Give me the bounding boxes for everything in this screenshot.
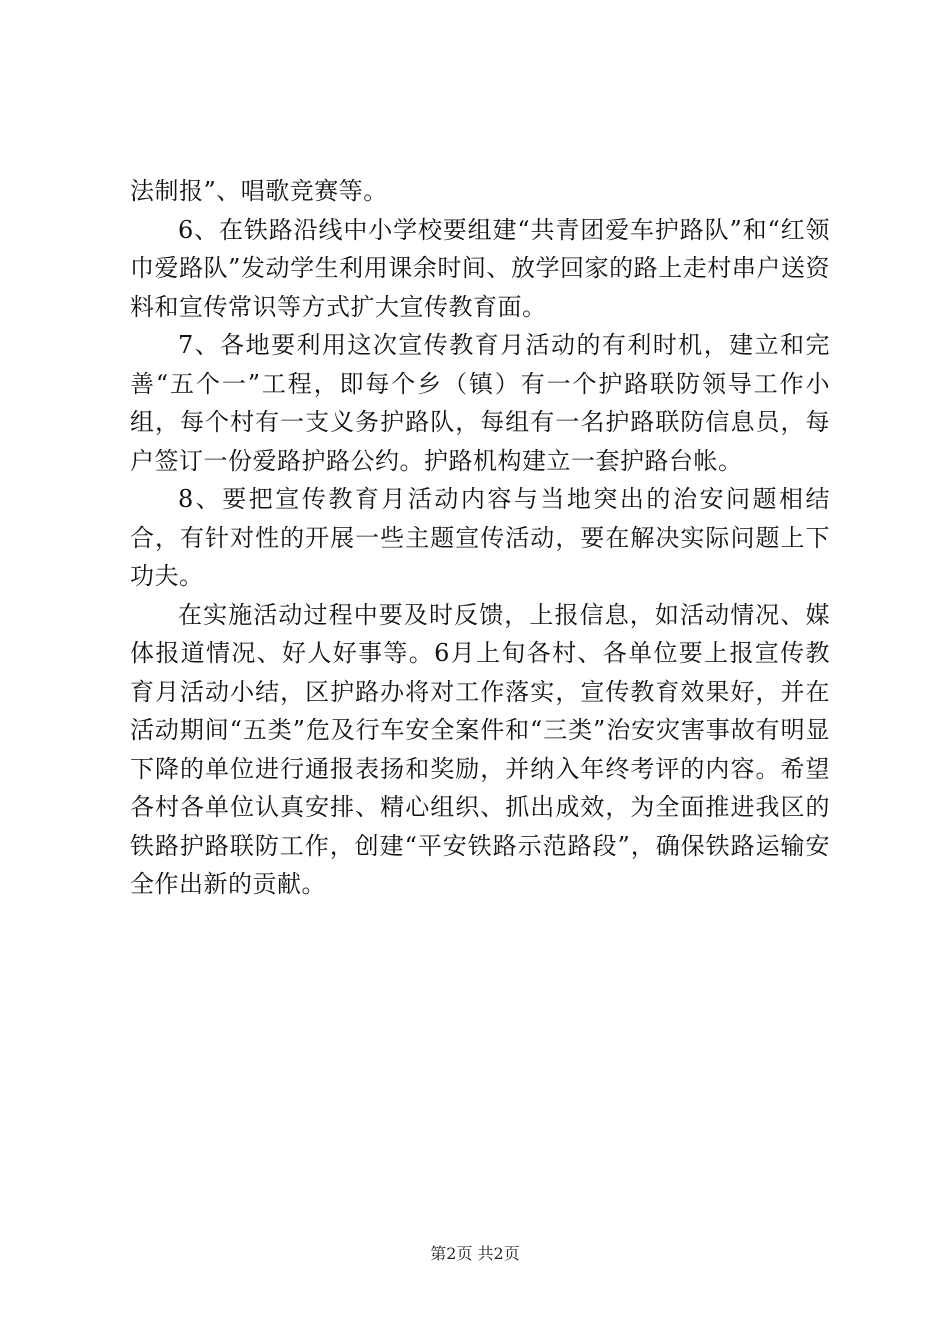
paragraph-item-7: 7、各地要利用这次宣传教育月活动的有利时机，建立和完善“五个一”工程，即每个乡（镇）有一个护路联防领导工作小组，每个村有一支义务护路队，每组有一名护路联防信息员，每户签订一份爱路护路公约。护路机构建立一套护路台帐。	[130, 331, 830, 475]
document-body	[130, 172, 830, 904]
paragraph-item-6: 6、在铁路沿线中小学校要组建“共青团爱车护路队”和“红领巾爱路队”发动学生利用课余时间、放学回家的路上走村串户送资料和宣传常识等方式扩大宣传教育面。	[130, 215, 830, 321]
paragraph-closing: 在实施活动过程中要及时反馈，上报信息，如活动情况、媒体报道情况、好人好事等。6月上旬各村、各单位要上报宣传教育月活动小结，区护路办将对工作落实，宣传教育效果好，并在活动期间“五类”危及行车安全案件和“三类”治安灾害事故有明显下降的单位进行通报表扬和奖励，并纳入年终考评的内容。希望各村各单位认真安排、精心组织、抓出成效，为全面推进我区的铁路护路联防工作，创建“平安铁路示范路段”，确保铁路运输安全作出新的贡献。	[130, 600, 830, 898]
paragraph-continuation: 法制报”、唱歌竞赛等。	[130, 177, 388, 205]
page-footer: 第2页 共2页	[430, 1244, 520, 1263]
paragraph-item-8: 8、要把宣传教育月活动内容与当地突出的治安问题相结合，有针对性的开展一些主题宣传活动，要在解决实际问题上下功夫。	[130, 485, 830, 590]
